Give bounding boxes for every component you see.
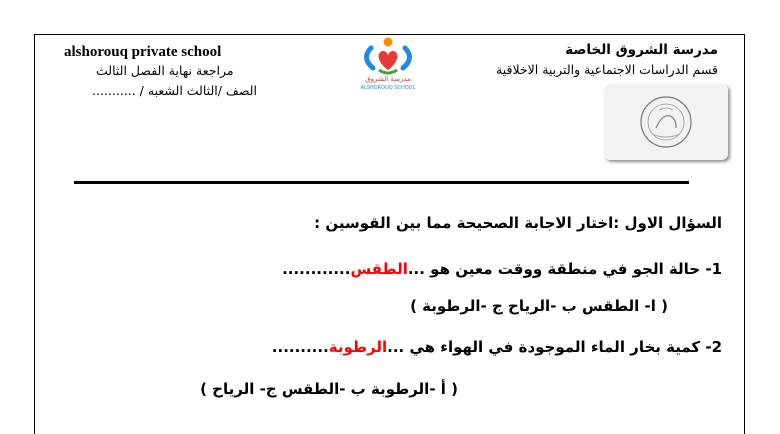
school-name-ar: مدرسة الشروق الخاصة [565, 42, 718, 58]
item-1-options: ( ا- الطقس ب -الرياح ج -الرطوبة ) [410, 297, 668, 315]
class-line: الصف /الثالث الشعبه / ........... [92, 83, 257, 98]
item-2-stem: 2- كمية بخار الماء الموجودة في الهواء هي ... [387, 338, 722, 356]
item-1-answer: الطقس [350, 260, 408, 278]
item-1-stem: 1- حالة الجو في منطقة ووقت معين هو ... [407, 260, 722, 278]
review-title: مراجعة نهاية الفصل الثالث [96, 63, 234, 78]
department-name: قسم الدراسات الاجتماعية والتربية الاخلاقية [496, 62, 718, 77]
separator-line [74, 181, 689, 184]
question-item-1 [282, 260, 722, 278]
question-title: السؤال الاول :اختار الاجابة الصحيحة مما بين القوسين : [314, 214, 722, 232]
school-name-en: alshorouq private school [64, 44, 222, 60]
item-2-answer: الرطوبة [328, 338, 388, 356]
item-2-options: ( أ -الرطوبة ب -الطقس ج- الرياح ) [200, 380, 458, 398]
item-2-blank: .......... [271, 338, 329, 356]
logo-text-en: ALSHOROUQ SCHOOL [360, 85, 416, 91]
seal-stamp [604, 84, 728, 160]
logo-text-ar: مدرسة الشروق [365, 75, 411, 83]
question-item-2 [272, 338, 722, 356]
school-logo [349, 34, 427, 92]
item-1-blank: ............ [282, 260, 351, 278]
logo-head-orange [384, 38, 393, 47]
